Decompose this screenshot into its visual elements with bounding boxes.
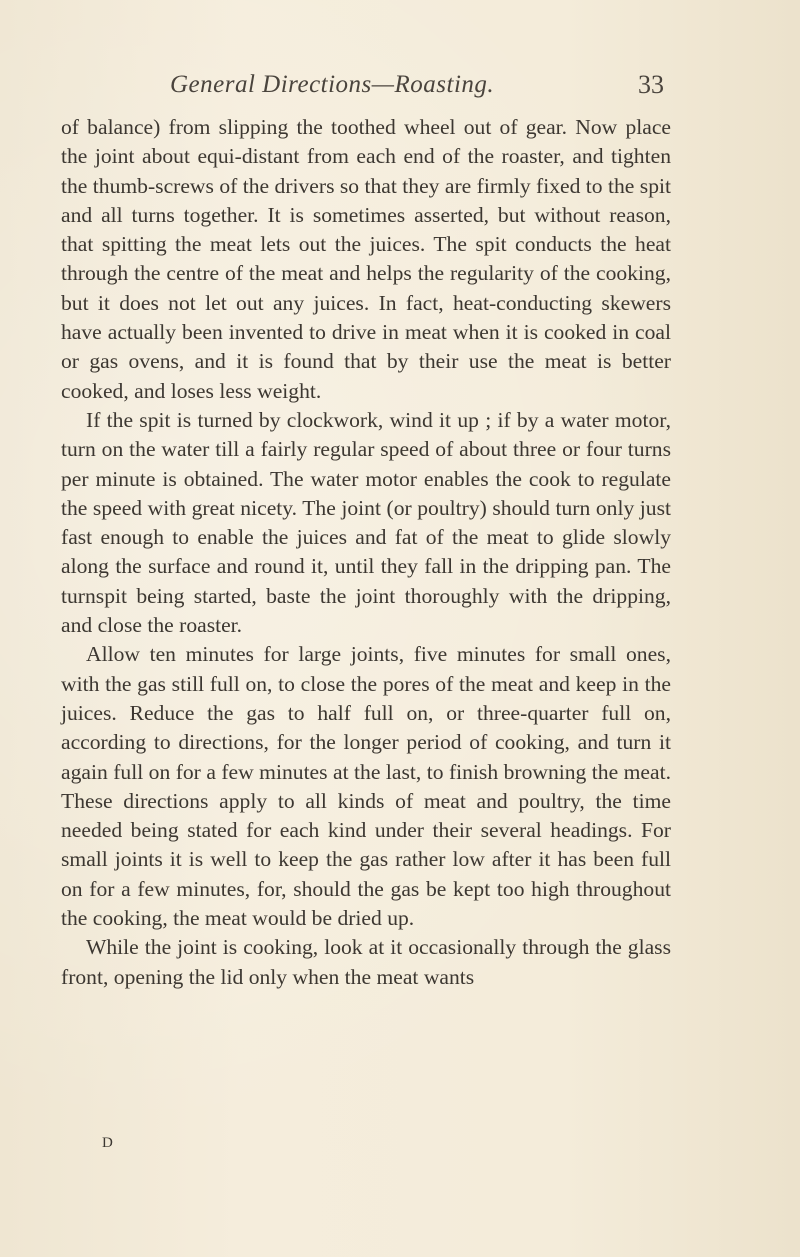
- page-number: 33: [638, 70, 664, 99]
- signature-mark: D: [102, 1135, 114, 1151]
- paragraph-continuation: of balance) from slipping the toothed wheel out of gear. Now place the joint about equi-distant from each end of the roaster, and tighten the thumb-screws of the drivers so that they are firmly fixed to the spit and all turns together. It is sometimes asserted, but without reason, that spitting the meat lets out the juices. The spit conducts the heat through the centre of the meat and helps the regularity of the cooking, but it does not let out any juices. In fact, heat-conducting skewers have actually been invented to drive in meat when it is cooked in coal or gas ovens, and it is found that by their use the meat is better cooked, and loses less weight.: [61, 115, 671, 403]
- body-text: [61, 113, 671, 992]
- paragraph-cooking-times: Allow ten minutes for large joints, five minutes for small ones, with the gas still full on, to close the pores of the meat and keep in the juices. Reduce the gas to half full on, or three-quarter full on, according to directions, for the longer period of cooking, and turn it again full on for a few minutes at the last, to finish browning the meat. These directions apply to all kinds of meat and poultry, the time needed being stated for each kind under their several headings. For small joints it is well to keep the gas rather low after it has been full on for a few minutes, for, should the gas be kept too high throughout the cooking, the meat would be dried up.: [61, 642, 671, 931]
- paragraph-spit-turning: If the spit is turned by clockwork, wind it up ; if by a water motor, turn on the water till a fairly regular speed of about three or four turns per minute is obtained. The water motor enables the cook to regulate the speed with great nicety. The joint (or poultry) should turn only just fast enough to enable the juices and fat of the meat to glide slowly along the surface and round it, until they fall in the dripping pan. The turnspit being started, baste the joint thoroughly with the dripping, and close the roaster.: [61, 407, 671, 638]
- running-head: General Directions—Roasting.: [170, 71, 495, 98]
- paragraph-checking-joint: While the joint is cooking, look at it occasionally through the glass front, opening the lid only when the meat wants: [61, 935, 671, 989]
